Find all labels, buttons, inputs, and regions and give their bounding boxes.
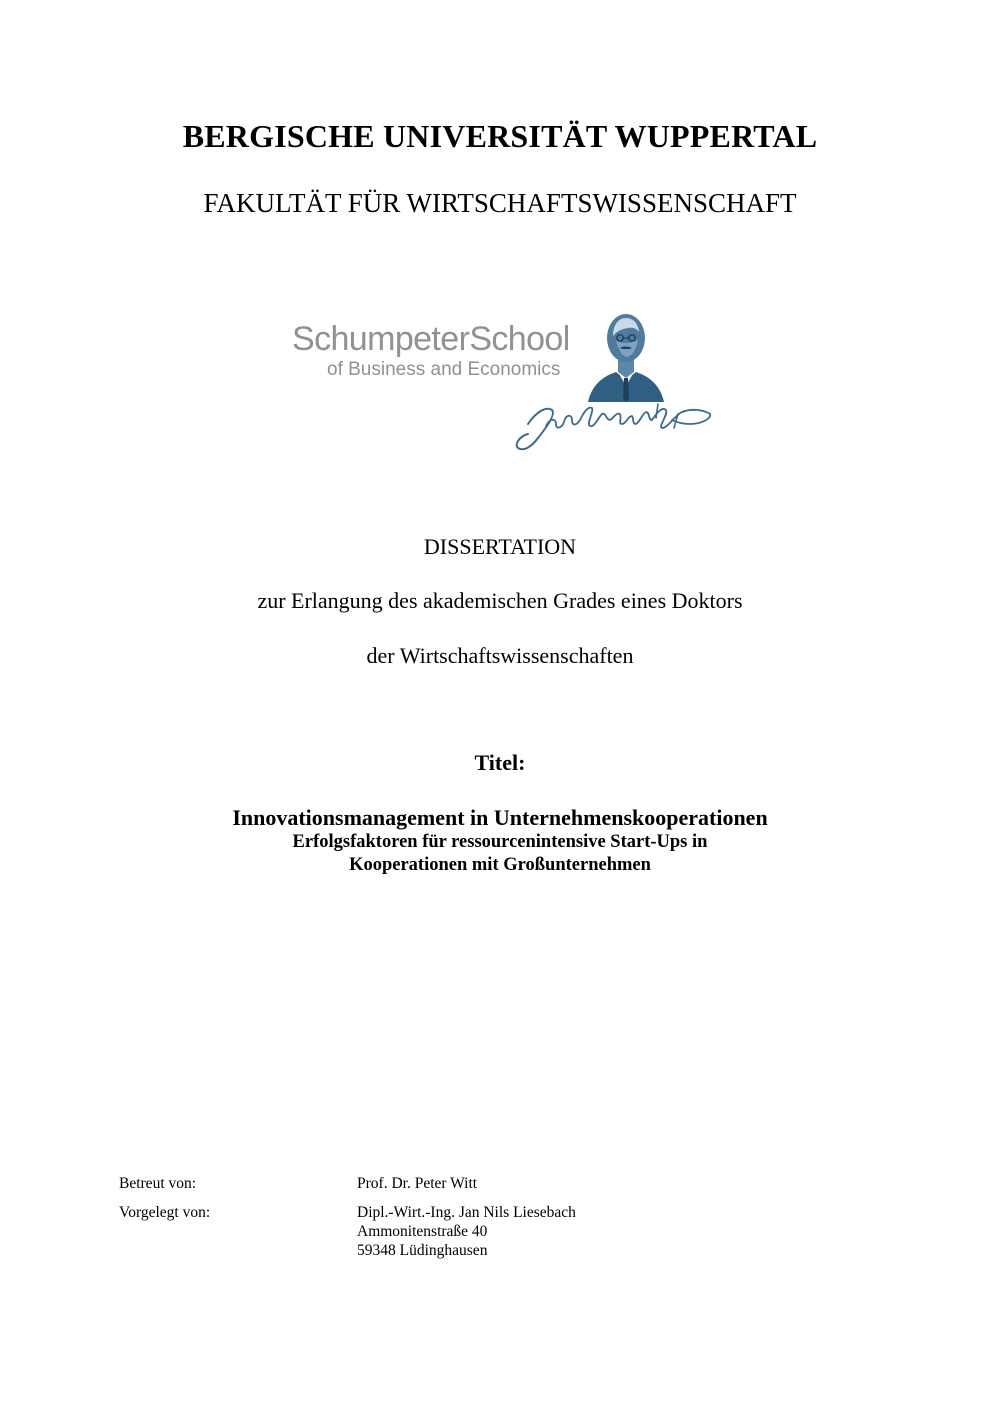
faculty-name: FAKULTÄT FÜR WIRTSCHAFTSWISSENSCHAFT: [203, 188, 797, 218]
supervisor-name: Prof. Dr. Peter Witt: [357, 1175, 478, 1192]
degree-purpose-line-2: der Wirtschaftswissenschaften: [366, 643, 634, 668]
dissertation-subtitle-line-2: Kooperationen mit Großunternehmen: [349, 855, 651, 875]
submitted-by-label: Vorgelegt von:: [119, 1204, 211, 1221]
supervised-by-label: Betreut von:: [119, 1175, 197, 1192]
logo-school-subtitle: of Business and Economics: [327, 359, 561, 380]
author-street: Ammonitenstraße 40: [357, 1223, 488, 1240]
degree-purpose-line-1: zur Erlangung des akademischen Grades eines Doktors: [257, 588, 743, 613]
author-name: Dipl.-Wirt.-Ing. Jan Nils Liesebach: [357, 1204, 576, 1221]
dissertation-title: Innovationsmanagement in Unternehmenskooperationen: [232, 805, 768, 830]
schumpeter-school-logo: [284, 306, 714, 456]
author-city: 59348 Lüdinghausen: [357, 1242, 488, 1259]
logo-school-name: SchumpeterSchool: [292, 320, 570, 358]
title-label: Titel:: [474, 750, 526, 775]
document-type: DISSERTATION: [423, 534, 577, 559]
signature-icon: [506, 384, 714, 456]
university-name: BERGISCHE UNIVERSITÄT WUPPERTAL: [182, 118, 818, 154]
dissertation-subtitle-line-1: Erfolgsfaktoren für ressourcenintensive Start-Ups in: [292, 832, 708, 852]
